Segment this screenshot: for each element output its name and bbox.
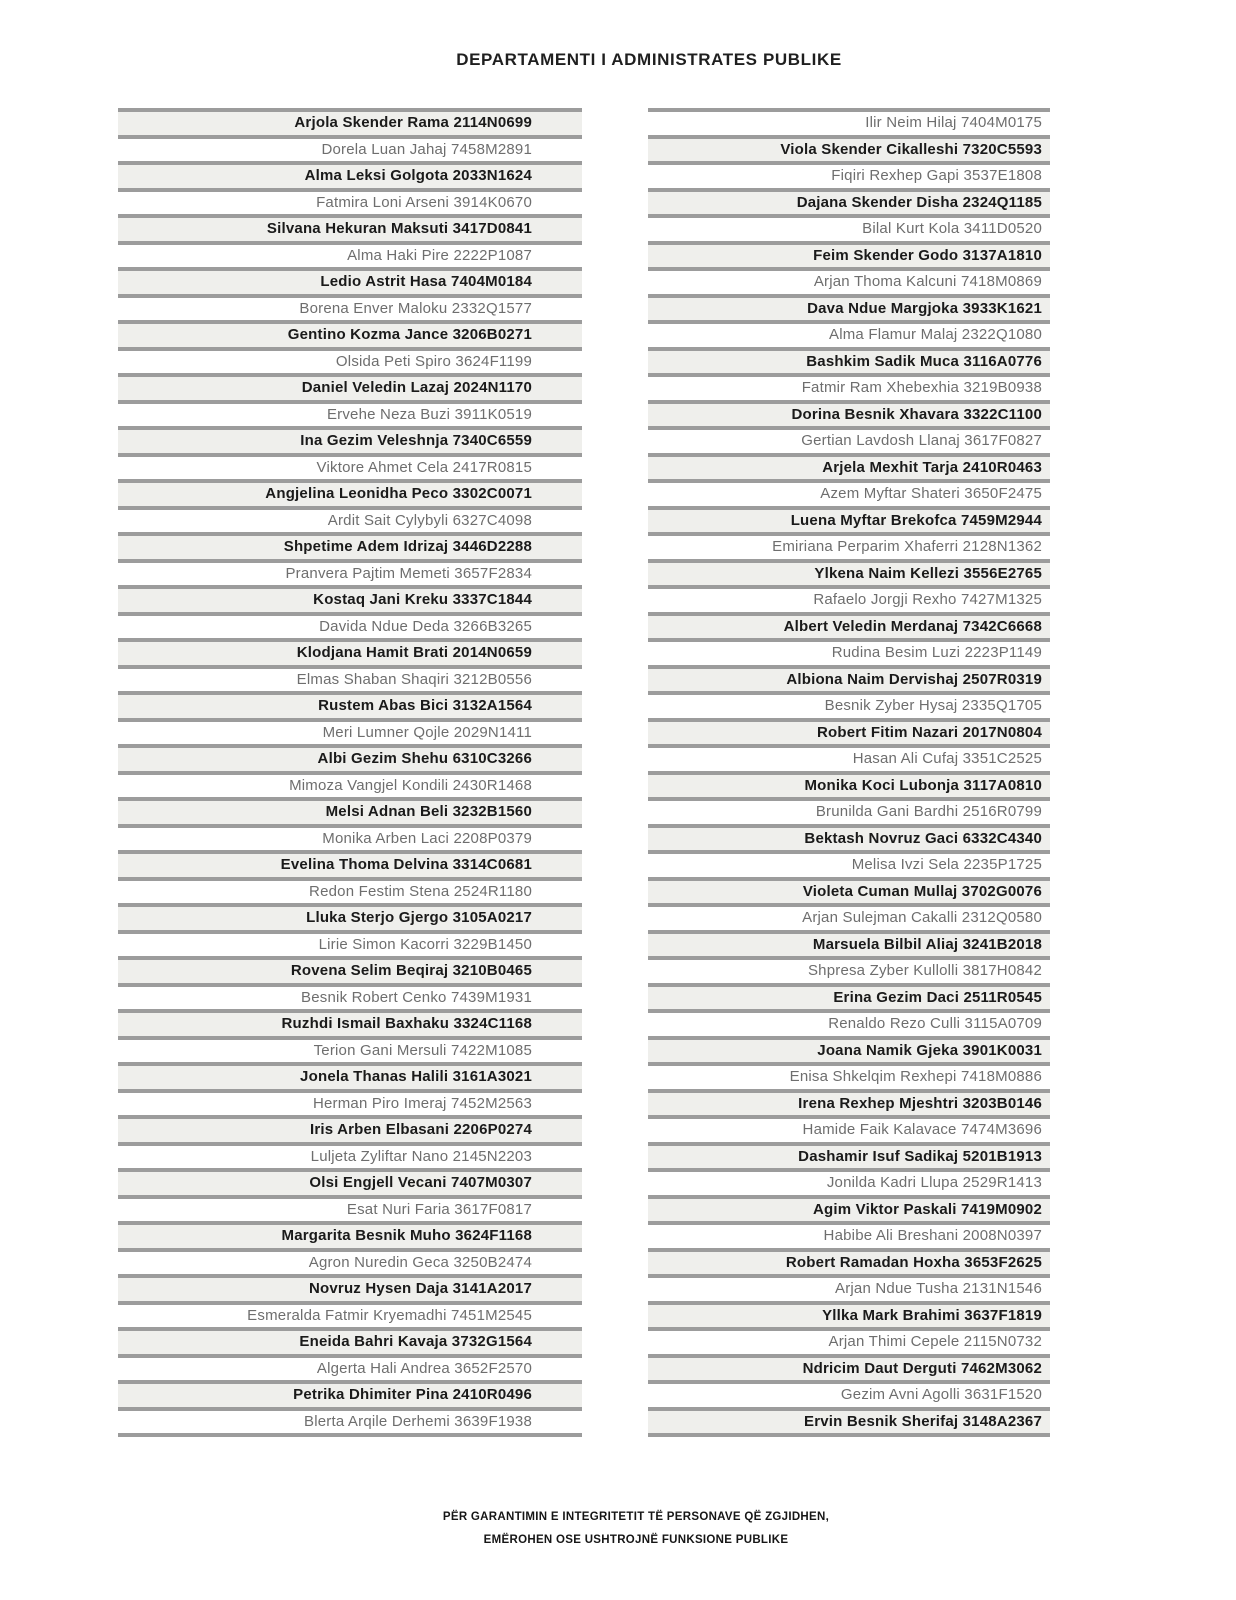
table-row: Azem Myftar Shateri 3650F2475 [648, 479, 1050, 506]
table-row: Ruzhdi Ismail Baxhaku 3324C1168 [118, 1009, 582, 1036]
table-row: Redon Festim Stena 2524R1180 [118, 877, 582, 904]
table-row: Eneida Bahri Kavaja 3732G1564 [118, 1327, 582, 1354]
table-row: Herman Piro Imeraj 7452M2563 [118, 1089, 582, 1116]
table-row: Ardit Sait Cylybyli 6327C4098 [118, 506, 582, 533]
table-row: Fiqiri Rexhep Gapi 3537E1808 [648, 161, 1050, 188]
footer [18, 1506, 1236, 1552]
table-row: Rudina Besim Luzi 2223P1149 [648, 638, 1050, 665]
table-row: Albert Veledin Merdanaj 7342C6668 [648, 612, 1050, 639]
table-row: Arjola Skender Rama 2114N0699 [118, 108, 582, 135]
table-row: Jonela Thanas Halili 3161A3021 [118, 1062, 582, 1089]
table-row: Petrika Dhimiter Pina 2410R0496 [118, 1380, 582, 1407]
table-row: Emiriana Perparim Xhaferri 2128N1362 [648, 532, 1050, 559]
table-row: Dashamir Isuf Sadikaj 5201B1913 [648, 1142, 1050, 1169]
page-title: DEPARTAMENTI I ADMINISTRATES PUBLIKE [456, 50, 842, 69]
table-row: Ilir Neim Hilaj 7404M0175 [648, 108, 1050, 135]
table-row: Evelina Thoma Delvina 3314C0681 [118, 850, 582, 877]
table-row: Elmas Shaban Shaqiri 3212B0556 [118, 665, 582, 692]
table-row: Agim Viktor Paskali 7419M0902 [648, 1195, 1050, 1222]
table-row: Borena Enver Maloku 2332Q1577 [118, 294, 582, 321]
table-row: Silvana Hekuran Maksuti 3417D0841 [118, 214, 582, 241]
table-row: Jonilda Kadri Llupa 2529R1413 [648, 1168, 1050, 1195]
table-row: Angjelina Leonidha Peco 3302C0071 [118, 479, 582, 506]
table-row: Ervehe Neza Buzi 3911K0519 [118, 400, 582, 427]
table-row: Robert Fitim Nazari 2017N0804 [648, 718, 1050, 745]
table-row: Bektash Novruz Gaci 6332C4340 [648, 824, 1050, 851]
table-row: Renaldo Rezo Culli 3115A0709 [648, 1009, 1050, 1036]
table-row: Melsi Adnan Beli 3232B1560 [118, 797, 582, 824]
table-row: Brunilda Gani Bardhi 2516R0799 [648, 797, 1050, 824]
table-row: Esmeralda Fatmir Kryemadhi 7451M2545 [118, 1301, 582, 1328]
table-row: Besnik Zyber Hysaj 2335Q1705 [648, 691, 1050, 718]
table-row: Rafaelo Jorgji Rexho 7427M1325 [648, 585, 1050, 612]
table-row: Erina Gezim Daci 2511R0545 [648, 983, 1050, 1010]
table-row: Kostaq Jani Kreku 3337C1844 [118, 585, 582, 612]
table-row: Habibe Ali Breshani 2008N0397 [648, 1221, 1050, 1248]
table-row: Feim Skender Godo 3137A1810 [648, 241, 1050, 268]
table-row: Davida Ndue Deda 3266B3265 [118, 612, 582, 639]
table-row: Marsuela Bilbil Aliaj 3241B2018 [648, 930, 1050, 957]
table-row: Shpresa Zyber Kullolli 3817H0842 [648, 956, 1050, 983]
table-row: Lirie Simon Kacorri 3229B1450 [118, 930, 582, 957]
table-row: Irena Rexhep Mjeshtri 3203B0146 [648, 1089, 1050, 1116]
table-row: Alma Flamur Malaj 2322Q1080 [648, 320, 1050, 347]
table-row: Terion Gani Mersuli 7422M1085 [118, 1036, 582, 1063]
table-row: Ina Gezim Veleshnja 7340C6559 [118, 426, 582, 453]
table-row: Lluka Sterjo Gjergo 3105A0217 [118, 903, 582, 930]
table-row: Luena Myftar Brekofca 7459M2944 [648, 506, 1050, 533]
table-row: Arjan Ndue Tusha 2131N1546 [648, 1274, 1050, 1301]
table-row: Gertian Lavdosh Llanaj 3617F0827 [648, 426, 1050, 453]
table-row: Robert Ramadan Hoxha 3653F2625 [648, 1248, 1050, 1275]
table-row: Ndricim Daut Derguti 7462M3062 [648, 1354, 1050, 1381]
table-row: Rustem Abas Bici 3132A1564 [118, 691, 582, 718]
table-row: Monika Arben Laci 2208P0379 [118, 824, 582, 851]
table-row: Besnik Robert Cenko 7439M1931 [118, 983, 582, 1010]
table-row: Esat Nuri Faria 3617F0817 [118, 1195, 582, 1222]
table-row: Pranvera Pajtim Memeti 3657F2834 [118, 559, 582, 586]
table-row: Enisa Shkelqim Rexhepi 7418M0886 [648, 1062, 1050, 1089]
table-row: Algerta Hali Andrea 3652F2570 [118, 1354, 582, 1381]
table-row: Dajana Skender Disha 2324Q1185 [648, 188, 1050, 215]
table-row: Gezim Avni Agolli 3631F1520 [648, 1380, 1050, 1407]
table-row: Arjan Thoma Kalcuni 7418M0869 [648, 267, 1050, 294]
table-row: Ylkena Naim Kellezi 3556E2765 [648, 559, 1050, 586]
table-row: Dava Ndue Margjoka 3933K1621 [648, 294, 1050, 321]
table-row: Agron Nuredin Geca 3250B2474 [118, 1248, 582, 1275]
table-row: Alma Leksi Golgota 2033N1624 [118, 161, 582, 188]
table-row: Albiona Naim Dervishaj 2507R0319 [648, 665, 1050, 692]
table-row: Meri Lumner Qojle 2029N1411 [118, 718, 582, 745]
table-row: Blerta Arqile Derhemi 3639F1938 [118, 1407, 582, 1434]
table-row: Olsida Peti Spiro 3624F1199 [118, 347, 582, 374]
table-row: Bilal Kurt Kola 3411D0520 [648, 214, 1050, 241]
table-row: Joana Namik Gjeka 3901K0031 [648, 1036, 1050, 1063]
table-row: Arjan Thimi Cepele 2115N0732 [648, 1327, 1050, 1354]
table-row: Novruz Hysen Daja 3141A2017 [118, 1274, 582, 1301]
table-row: Alma Haki Pire 2222P1087 [118, 241, 582, 268]
table-row: Dorela Luan Jahaj 7458M2891 [118, 135, 582, 162]
name-table-left-column [118, 108, 582, 1437]
table-row: Iris Arben Elbasani 2206P0274 [118, 1115, 582, 1142]
table-row: Viola Skender Cikalleshi 7320C5593 [648, 135, 1050, 162]
table-row: Rovena Selim Beqiraj 3210B0465 [118, 956, 582, 983]
table-row: Ledio Astrit Hasa 7404M0184 [118, 267, 582, 294]
table-row: Margarita Besnik Muho 3624F1168 [118, 1221, 582, 1248]
footer-line-1: PËR GARANTIMIN E INTEGRITETIT TË PERSONAVE QË ZGJIDHEN, [442, 1511, 830, 1523]
table-row: Viktore Ahmet Cela 2417R0815 [118, 453, 582, 480]
table-row: Shpetime Adem Idrizaj 3446D2288 [118, 532, 582, 559]
table-row: Fatmira Loni Arseni 3914K0670 [118, 188, 582, 215]
name-table-right-column [648, 108, 1050, 1437]
table-row: Klodjana Hamit Brati 2014N0659 [118, 638, 582, 665]
table-row: Gentino Kozma Jance 3206B0271 [118, 320, 582, 347]
table-row: Albi Gezim Shehu 6310C3266 [118, 744, 582, 771]
table-row: Arjela Mexhit Tarja 2410R0463 [648, 453, 1050, 480]
table-row: Arjan Sulejman Cakalli 2312Q0580 [648, 903, 1050, 930]
table-row: Monika Koci Lubonja 3117A0810 [648, 771, 1050, 798]
table-row: Olsi Engjell Vecani 7407M0307 [118, 1168, 582, 1195]
table-row: Daniel Veledin Lazaj 2024N1170 [118, 373, 582, 400]
table-row: Violeta Cuman Mullaj 3702G0076 [648, 877, 1050, 904]
table-row: Melisa Ivzi Sela 2235P1725 [648, 850, 1050, 877]
table-row: Hamide Faik Kalavace 7474M3696 [648, 1115, 1050, 1142]
table-row: Yllka Mark Brahimi 3637F1819 [648, 1301, 1050, 1328]
table-row: Luljeta Zyliftar Nano 2145N2203 [118, 1142, 582, 1169]
table-row: Bashkim Sadik Muca 3116A0776 [648, 347, 1050, 374]
table-row: Mimoza Vangjel Kondili 2430R1468 [118, 771, 582, 798]
table-row: Hasan Ali Cufaj 3351C2525 [648, 744, 1050, 771]
table-row: Ervin Besnik Sherifaj 3148A2367 [648, 1407, 1050, 1434]
table-row: Dorina Besnik Xhavara 3322C1100 [648, 400, 1050, 427]
footer-line-2: EMËROHEN OSE USHTROJNË FUNKSIONE PUBLIKE [483, 1534, 789, 1546]
table-row: Fatmir Ram Xhebexhia 3219B0938 [648, 373, 1050, 400]
